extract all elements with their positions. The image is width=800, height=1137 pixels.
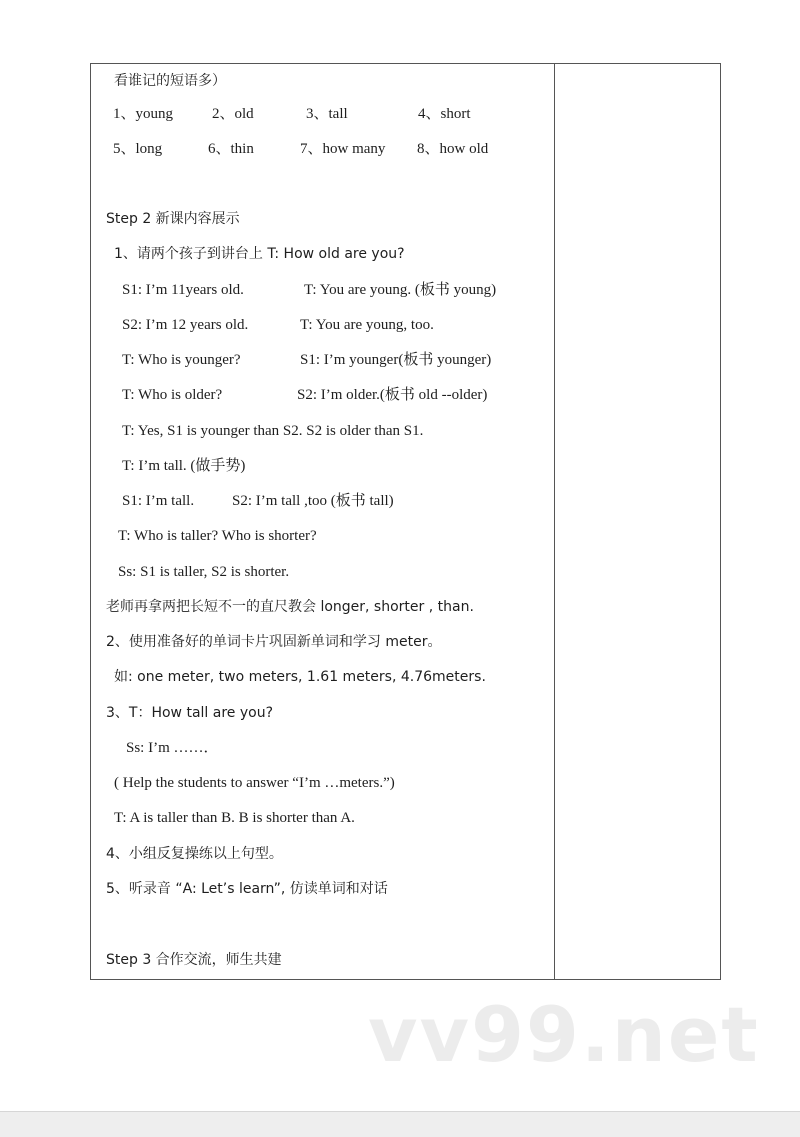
body-line: T: Who is younger?: [122, 352, 241, 368]
body-line: T: You are young. (板书 young): [304, 282, 497, 298]
body-line: S2: I’m tall ,too (板书 tall): [232, 493, 394, 509]
body-line: 3、T：How tall are you?: [106, 705, 273, 721]
body-line: 4、小组反复操练以上句型。: [106, 846, 283, 862]
phrase-item: 1、young: [113, 106, 174, 122]
body-line: ( Help the students to answer “I’m …meters.”): [114, 775, 395, 791]
body-line: S1: I’m tall.: [122, 493, 195, 509]
watermark: vv99.net: [368, 990, 760, 1079]
phrase-item: 6、thin: [208, 141, 254, 157]
step-heading: Step 3 合作交流，师生共建: [106, 952, 282, 968]
intro-line: 看谁记的短语多）: [114, 73, 226, 89]
page-bottom-bar: [0, 1111, 800, 1137]
phrase-item: 7、how many: [300, 141, 386, 157]
step-heading: Step 2 新课内容展示: [106, 211, 240, 227]
body-line: 1、请两个孩子到讲台上 T: How old are you?: [114, 246, 405, 262]
body-line: S1: I’m 11years old.: [122, 282, 244, 298]
column-divider: [554, 64, 555, 979]
phrase-item: 8、how old: [417, 141, 489, 157]
body-line: T: Yes, S1 is younger than S2. S2 is older than S1.: [122, 423, 424, 439]
body-line: T: You are young, too.: [300, 317, 434, 333]
body-line: 5、听录音 “A: Let’s learn”, 仿读单词和对话: [106, 881, 388, 897]
phrase-item: 5、long: [113, 141, 163, 157]
phrase-item: 2、old: [212, 106, 254, 122]
body-line: T: Who is older?: [122, 387, 223, 403]
phrase-item: 4、short: [418, 106, 471, 122]
body-line: S1: I’m younger(板书 younger): [300, 352, 492, 368]
body-line: S2: I’m 12 years old.: [122, 317, 249, 333]
lesson-plan-table: [90, 63, 721, 980]
phrase-item: 3、tall: [306, 106, 348, 122]
body-line: T: A is taller than B. B is shorter than A.: [114, 810, 355, 826]
body-line: S2: I’m older.(板书 old --older): [297, 387, 488, 403]
body-line: T: Who is taller? Who is shorter?: [118, 528, 317, 544]
body-line: Ss: S1 is taller, S2 is shorter.: [118, 564, 290, 580]
body-line: 如: one meter, two meters, 1.61 meters, 4.76meters.: [114, 669, 486, 685]
body-line: 2、使用准备好的单词卡片巩固新单词和学习 meter。: [106, 634, 442, 650]
body-line: Ss: I’m ……．: [126, 740, 219, 756]
body-line: 老师再拿两把长短不一的直尺教会 longer, shorter , than.: [106, 599, 474, 615]
body-line: T: I’m tall. (做手势): [122, 458, 246, 474]
